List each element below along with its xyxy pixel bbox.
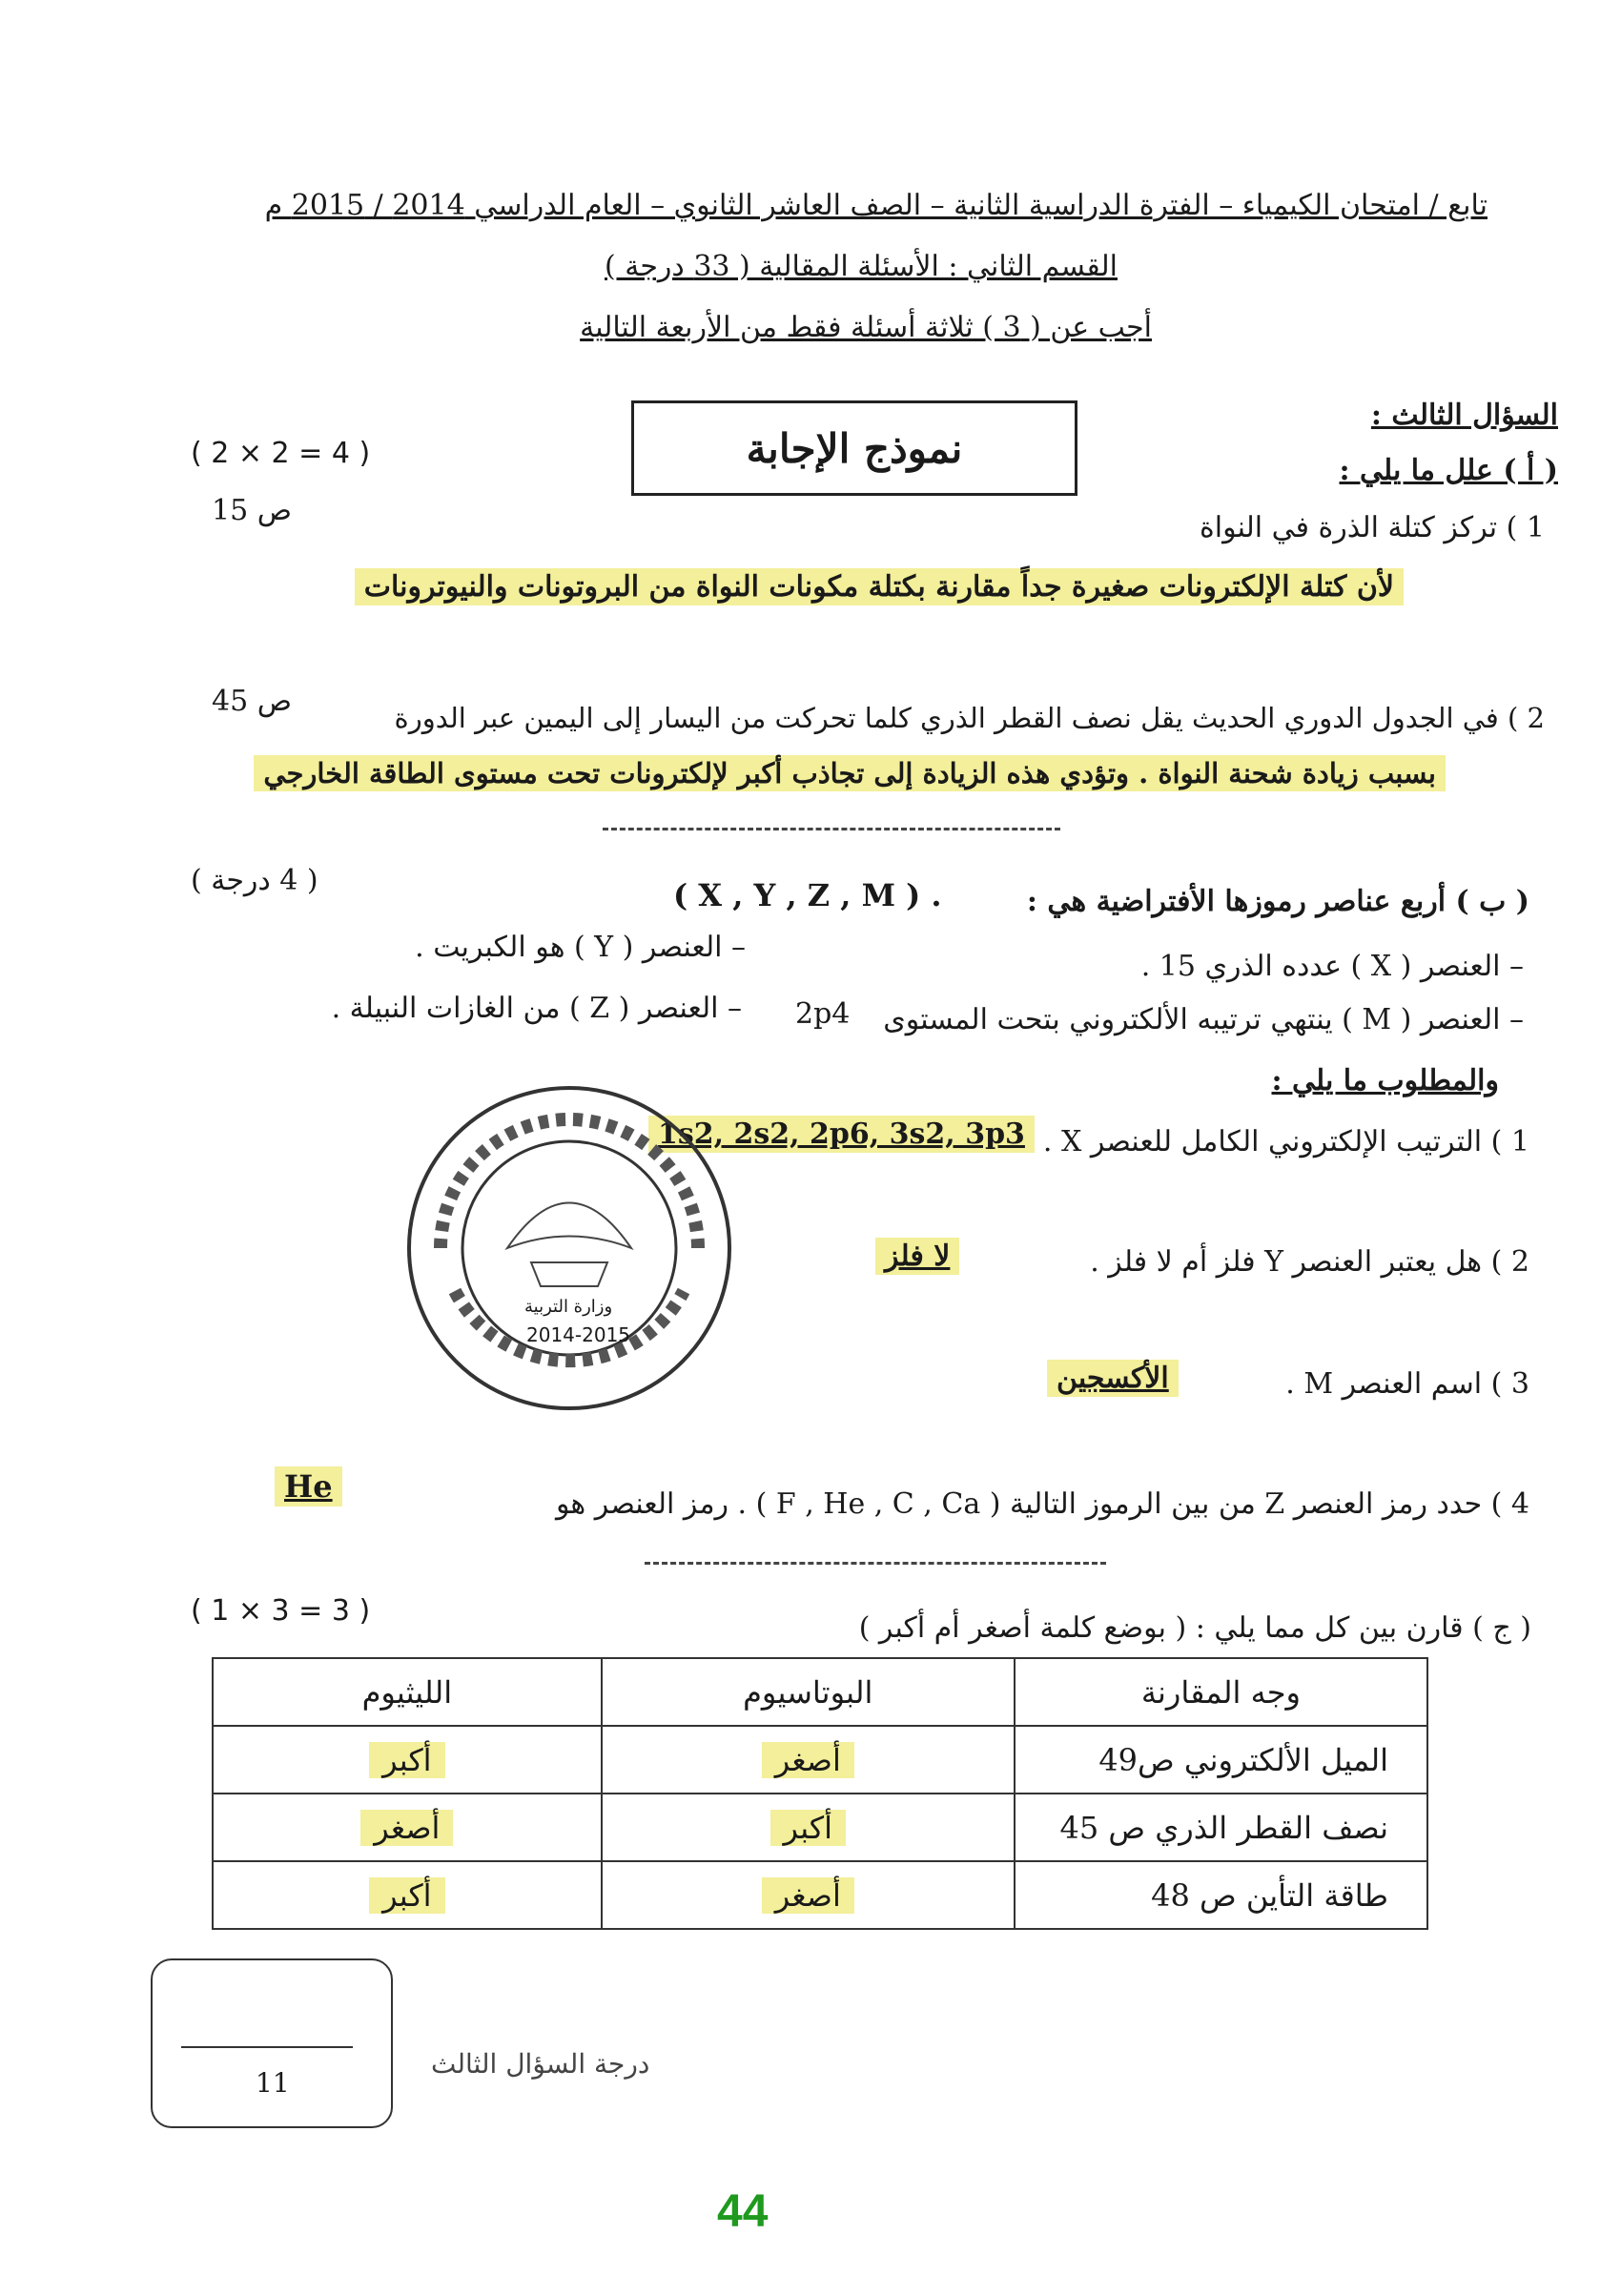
table-cell-answer: أصغر [762,1877,854,1914]
score-value: 11 [256,2067,290,2099]
question-title: السؤال الثالث : [1370,399,1558,432]
table-cell-answer: أكبر [770,1810,846,1846]
fact-y: – العنصر ( Y ) هو الكبريت . [415,931,746,964]
table-cell-answer: أصغر [360,1810,453,1846]
table-cell-answer: أكبر [369,1877,444,1914]
part-b-item4-answer: He [275,1466,342,1507]
stamp-ministry: وزارة التربية [524,1297,613,1317]
fact-x: – العنصر ( X ) عدده الذري 15 . [1140,950,1524,983]
table-header: البوتاسيوم [602,1658,1015,1726]
table-cell: الميل الألكتروني ص49 [1015,1726,1427,1794]
exam-header-instruction: أجب عن ( 3 ) ثلاثة أسئلة فقط من الأربعة التالية [580,311,1152,344]
page-number: 44 [717,2186,769,2237]
table-cell [213,1726,602,1794]
table-cell-answer: أكبر [369,1742,444,1778]
table-row [213,1726,1427,1794]
part-b-item1-answer: 1s2, 2s2, 2p6, 3s2, 3p3 [648,1116,1035,1153]
fact-m: – العنصر ( M ) ينتهي ترتيبه الألكتروني بتحت المستوى [883,1003,1524,1036]
table-header: وجه المقارنة [1015,1658,1427,1726]
fact-m-level: 2p4 [795,997,851,1031]
part-a-item1-page: ص 15 [212,494,292,527]
table-cell [602,1861,1015,1929]
table-cell [213,1861,602,1929]
ministry-stamp [402,1081,736,1415]
fact-z: – العنصر ( Z ) من الغازات النبيلة . [331,992,742,1025]
part-a-label: ( أ ) علل ما يلي : [1339,454,1558,487]
part-b-item4-question: 4 ) حدد رمز العنصر Z من بين الرموز التالية ( F , He , C , Ca ) . رمز العنصر هو [555,1487,1529,1521]
stamp-year: 2014-2015 [526,1323,631,1346]
part-b-item2-question: 2 ) هل يعتبر العنصر Y فلز أم لا فلز . [1090,1245,1529,1279]
part-a-item2-question: 2 ) في الجدول الدوري الحديث يقل نصف القطر الذري كلما تحركت من اليسار إلى اليمين عبر الدورة [394,702,1545,734]
part-a-item1-answer: لأن كتلة الإلكترونات صغيرة جداً مقارنة بكتلة مكونات النواة من البروتونات والنيوترونات [355,568,1404,605]
part-a-item1-question: 1 ) تركز كتلة الذرة في النواة [1200,511,1545,544]
comparison-table [212,1657,1428,1930]
part-a-item2-answer: بسبب زيادة شحنة النواة . وتؤدي هذه الزيادة إلى تجاذب أكبر لإلكترونات تحت مستوى الطاقة الخارجي [254,755,1446,791]
table-cell: طاقة التأين ص 48 [1015,1861,1427,1929]
table-header-row [213,1658,1427,1726]
score-box [151,1958,393,2128]
part-b-symbols: ( X , Y , Z , M ) . [673,877,942,913]
part-a-marks: ( 2 × 2 = 4 ) [191,437,371,470]
part-b-marks: ( 4 درجة ) [191,864,318,897]
divider [603,828,1060,830]
score-box-divider [181,2046,353,2048]
table-cell [602,1726,1015,1794]
answer-model-title: نموذج الإجابة [746,424,963,472]
exam-header-section: القسم الثاني : الأسئلة المقالية ( 33 درجة ) [605,250,1118,283]
part-c-label: ( ج ) قارن بين كل مما يلي : ( بوضع كلمة أصغر أم أكبر ) [858,1611,1531,1645]
exam-header-line1: تابع / امتحان الكيمياء – الفترة الدراسية الثانية – الصف العاشر الثانوي – العام الدراسي 2014 / 2015 م [264,189,1488,222]
table-cell [213,1794,602,1861]
part-c-marks: ( 1 × 3 = 3 ) [191,1594,371,1628]
answer-model-box [631,400,1077,496]
part-b-item3-question: 3 ) اسم العنصر M . [1285,1367,1529,1401]
part-b-item1-question: 1 ) الترتيب الإلكتروني الكامل للعنصر X . [1042,1125,1529,1158]
part-b-item2-answer: لا فلز [875,1238,959,1275]
required-label: والمطلوب ما يلي : [1271,1064,1499,1097]
part-b-item3-answer: الأكسجين [1047,1360,1179,1397]
table-cell-answer: أصغر [762,1742,854,1778]
table-cell: نصف القطر الذري ص 45 [1015,1794,1427,1861]
table-row [213,1794,1427,1861]
part-b-label: ( ب ) أربع عناصر رموزها الأفتراضية هي : [1026,885,1529,918]
part-a-item2-page: ص 45 [212,685,292,718]
table-cell [602,1794,1015,1861]
score-label: درجة السؤال الثالث [431,2048,650,2080]
table-header: الليثيوم [213,1658,602,1726]
table-row [213,1861,1427,1929]
divider [645,1562,1106,1565]
